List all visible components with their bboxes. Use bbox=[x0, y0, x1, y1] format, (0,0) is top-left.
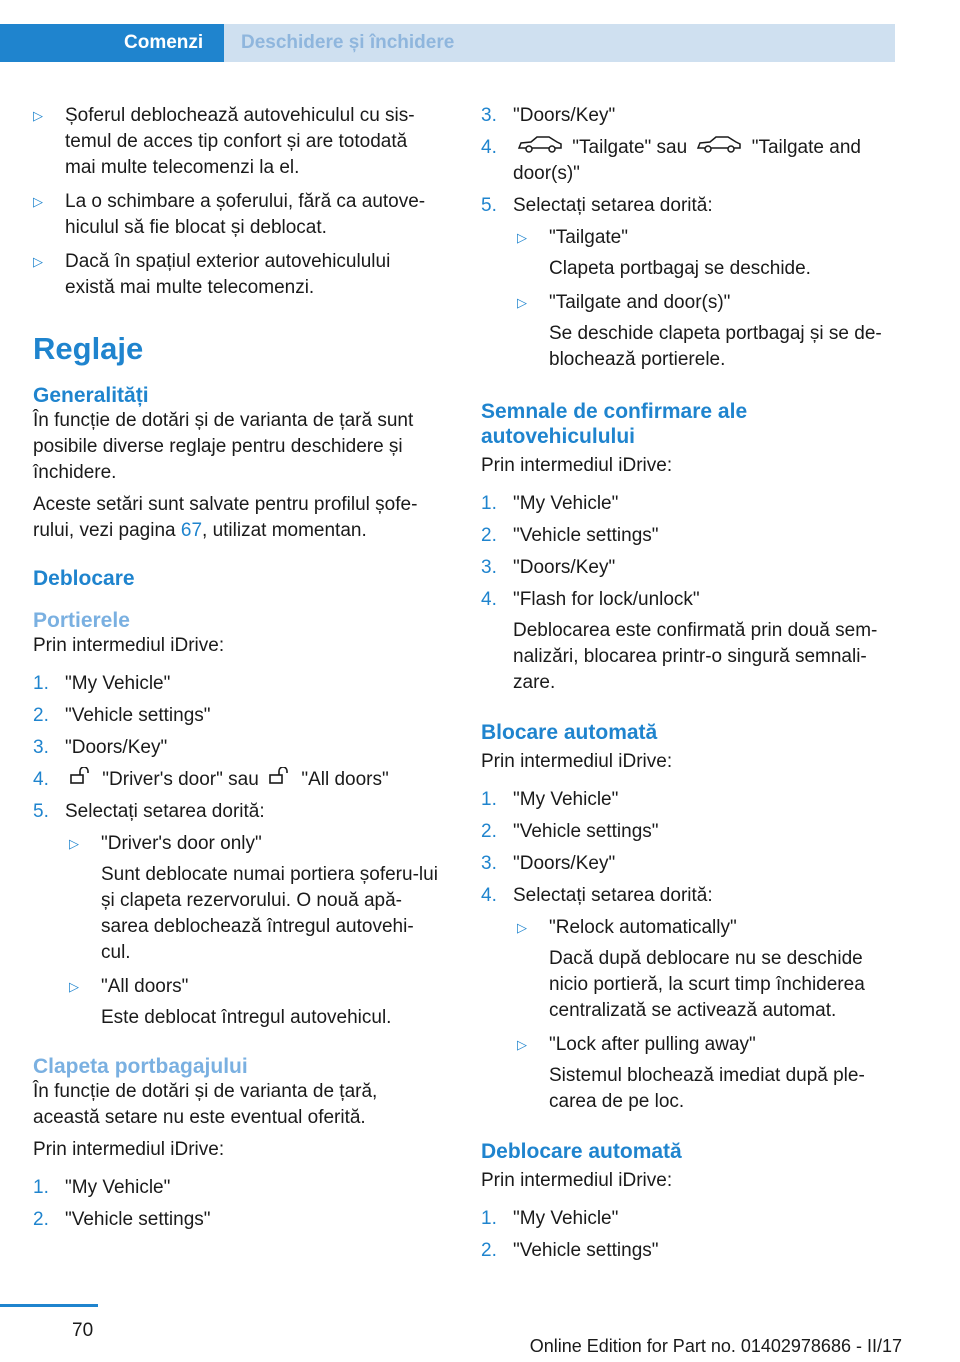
bullet-item bbox=[33, 189, 443, 241]
list-item bbox=[481, 491, 896, 517]
car-icon bbox=[696, 135, 742, 161]
list-number: 3. bbox=[481, 105, 497, 126]
paragraph: Prin intermediul iDrive: bbox=[481, 1170, 673, 1192]
list-item bbox=[33, 671, 443, 697]
car-icon bbox=[517, 135, 563, 161]
bullet-icon: ▷ bbox=[517, 1037, 527, 1053]
list-text: "Vehicle settings" bbox=[65, 705, 211, 726]
bullet-item bbox=[33, 103, 443, 181]
option-description: Sistemul blochează imediat după ple-carea de pe loc. bbox=[549, 1065, 865, 1113]
paragraph: Prin intermediul iDrive: bbox=[481, 751, 673, 773]
list-item bbox=[33, 1207, 443, 1233]
option-item bbox=[481, 290, 896, 316]
list-item bbox=[481, 103, 896, 129]
bullet-text: Șoferul deblochează autovehiculul cu sis-temul de acces tip confort și are totodată mai multe telecomenzi la el. bbox=[65, 105, 415, 178]
list-number: 2. bbox=[481, 525, 497, 547]
list-number: 3. bbox=[481, 557, 497, 579]
bullet-text: Dacă în spațiul exterior autovehiculului există mai multe telecomenzi. bbox=[65, 251, 391, 298]
right-column bbox=[481, 100, 896, 1264]
option-label: "Tailgate" bbox=[549, 227, 628, 249]
chapter-header bbox=[0, 24, 895, 62]
bullet-icon: ▷ bbox=[69, 836, 79, 852]
left-column bbox=[33, 100, 443, 1233]
list-item bbox=[481, 1238, 896, 1264]
list-text: Selectați setarea dorită: bbox=[513, 885, 713, 907]
option-label: "All doors" bbox=[101, 976, 189, 998]
list-item bbox=[481, 587, 896, 613]
tab-deschidere[interactable]: Deschidere și închidere bbox=[224, 24, 895, 62]
option-description: Sunt deblocate numai portiera șoferu-lui și clapeta rezervorului. O nouă apă-sarea deblochează întregul autovehi-cul. bbox=[101, 864, 438, 964]
edition-note: Online Edition for Part no. 01402978686 - II/17 bbox=[529, 1336, 902, 1356]
page-number: 70 bbox=[72, 1320, 94, 1341]
list-text: "Driver's door" sau bbox=[102, 769, 259, 791]
list-number: 4. bbox=[481, 885, 497, 907]
list-number: 3. bbox=[481, 853, 497, 875]
heading-portierele: Portierele bbox=[33, 609, 130, 632]
list-text: "My Vehicle" bbox=[513, 493, 619, 515]
option-item bbox=[481, 1032, 896, 1058]
list-item bbox=[33, 703, 443, 729]
list-text: "Tailgate" sau bbox=[572, 137, 688, 159]
list-text: "Vehicle settings" bbox=[513, 821, 659, 843]
list-number: 1. bbox=[33, 673, 49, 694]
list-item bbox=[481, 523, 896, 549]
paragraph: În funcție de dotări și de varianta de țară sunt posibile diverse reglaje pentru deschidere și închidere. bbox=[33, 410, 414, 483]
option-item bbox=[481, 915, 896, 941]
list-text: Selectați setarea dorită: bbox=[513, 195, 713, 217]
list-item bbox=[33, 735, 443, 761]
bullet-icon: ▷ bbox=[33, 108, 43, 123]
list-text: "Tailgate and door(s)" bbox=[513, 137, 861, 185]
list-text: "Doors/Key" bbox=[65, 737, 168, 758]
list-number: 2. bbox=[33, 705, 49, 726]
heading-deblocare: Deblocare bbox=[33, 567, 135, 590]
list-number: 5. bbox=[33, 801, 49, 823]
option-item bbox=[481, 225, 896, 251]
list-number: 4. bbox=[33, 769, 49, 790]
list-text: "Doors/Key" bbox=[513, 853, 616, 875]
option-label: "Tailgate and door(s)" bbox=[549, 292, 731, 314]
list-number: 4. bbox=[481, 589, 497, 611]
text: Aceste setări sunt salvate pentru profilul șofe-rului, vezi pagina bbox=[33, 494, 418, 541]
list-text: "Vehicle settings" bbox=[513, 525, 659, 547]
heading-semnale: Semnale de confirmare ale autovehiculului bbox=[481, 400, 748, 449]
bullet-icon: ▷ bbox=[33, 254, 43, 269]
paragraph: Prin intermediul iDrive: bbox=[33, 635, 225, 656]
list-number: 3. bbox=[33, 737, 49, 758]
list-number: 1. bbox=[481, 1208, 497, 1230]
bullet-item bbox=[33, 249, 443, 301]
option-label: "Driver's door only" bbox=[101, 833, 262, 855]
list-number: 4. bbox=[481, 137, 497, 158]
bullet-icon: ▷ bbox=[33, 194, 43, 209]
list-item bbox=[481, 787, 896, 813]
paragraph: În funcție de dotări și de varianta de țară, această setare nu este eventual oferită. bbox=[33, 1081, 378, 1129]
paragraph bbox=[33, 492, 443, 544]
list-text: "Vehicle settings" bbox=[65, 1209, 211, 1231]
list-number: 2. bbox=[481, 1240, 497, 1262]
list-text: Selectați setarea dorită: bbox=[65, 801, 265, 823]
list-text: "My Vehicle" bbox=[65, 673, 171, 694]
option-description: Clapeta portbagaj se deschide. bbox=[549, 258, 811, 280]
option-label: "Relock automatically" bbox=[549, 917, 737, 939]
list-item bbox=[481, 135, 896, 187]
list-item bbox=[33, 1175, 443, 1201]
list-number: 5. bbox=[481, 195, 497, 217]
heading-blocare-automata: Blocare automată bbox=[481, 721, 658, 745]
option-item bbox=[33, 974, 443, 1000]
list-item bbox=[481, 819, 896, 845]
list-text: "Doors/Key" bbox=[513, 557, 616, 579]
list-item bbox=[481, 193, 896, 219]
list-text: "My Vehicle" bbox=[513, 789, 619, 811]
list-item bbox=[481, 883, 896, 909]
page-link[interactable]: 67 bbox=[180, 520, 203, 541]
paragraph: Prin intermediul iDrive: bbox=[33, 1139, 225, 1161]
unlock-icon bbox=[268, 767, 292, 793]
heading-clapeta: Clapeta portbagajului bbox=[33, 1055, 248, 1079]
text: , utilizat momentan. bbox=[202, 520, 367, 541]
unlock-icon bbox=[69, 767, 93, 793]
paragraph: Prin intermediul iDrive: bbox=[481, 455, 673, 477]
list-text: "Doors/Key" bbox=[513, 105, 616, 126]
option-label: "Lock after pulling away" bbox=[549, 1034, 756, 1056]
bullet-icon: ▷ bbox=[517, 920, 527, 936]
tab-comenzi[interactable]: Comenzi bbox=[0, 24, 224, 62]
list-item bbox=[481, 851, 896, 877]
list-item bbox=[33, 799, 443, 825]
heading-generalitati: Generalități bbox=[33, 384, 149, 407]
list-number: 2. bbox=[481, 821, 497, 843]
bullet-icon: ▷ bbox=[517, 295, 527, 311]
option-description: Dacă după deblocare nu se deschide nicio portieră, la scurt timp închiderea centralizată se activează automat. bbox=[549, 948, 865, 1022]
list-text: "Flash for lock/unlock" bbox=[513, 589, 700, 611]
list-number: 2. bbox=[33, 1209, 49, 1231]
list-number: 1. bbox=[481, 493, 497, 515]
step-description: Deblocarea este confirmată prin două sem-nalizări, blocarea printr-o singură semnali-zare. bbox=[513, 620, 878, 694]
list-text: "My Vehicle" bbox=[65, 1177, 171, 1199]
list-number: 1. bbox=[481, 789, 497, 811]
list-item bbox=[33, 767, 443, 793]
bullet-icon: ▷ bbox=[69, 979, 79, 995]
footer-rule bbox=[0, 1304, 98, 1307]
list-number: 1. bbox=[33, 1177, 49, 1199]
list-text: "Vehicle settings" bbox=[513, 1240, 659, 1262]
bullet-text: La o schimbare a șoferului, fără ca autove-hiculul să fie blocat și deblocat. bbox=[65, 191, 426, 238]
bullet-icon: ▷ bbox=[517, 230, 527, 246]
list-item bbox=[481, 1206, 896, 1232]
list-text: "My Vehicle" bbox=[513, 1208, 619, 1230]
option-description: Se deschide clapeta portbagaj și se de-blochează portierele. bbox=[549, 323, 882, 371]
list-item bbox=[481, 555, 896, 581]
heading-deblocare-automata: Deblocare automată bbox=[481, 1140, 682, 1164]
option-item bbox=[33, 831, 443, 857]
option-description: Este deblocat întregul autovehicul. bbox=[101, 1007, 392, 1029]
heading-reglaje: Reglaje bbox=[33, 331, 144, 366]
list-text: "All doors" bbox=[301, 769, 389, 791]
